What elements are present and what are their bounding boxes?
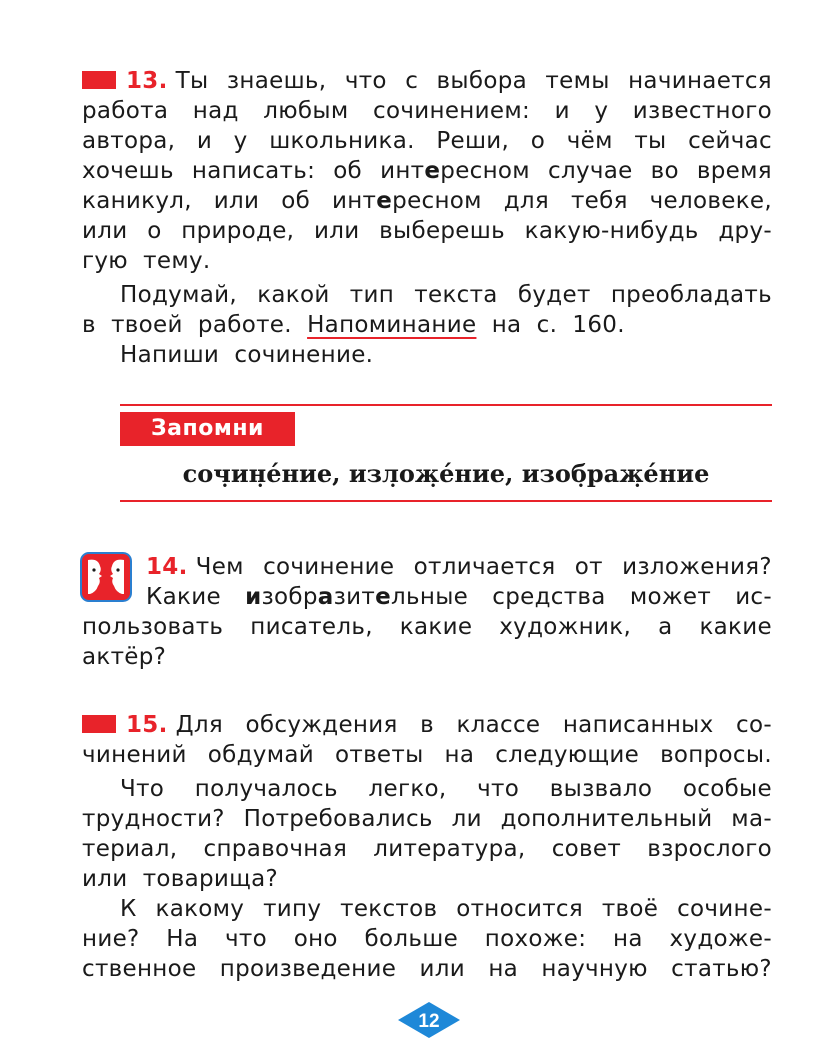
word-interesnom: интересном [380, 158, 530, 184]
task15-number: 15. [126, 712, 168, 738]
task15-p3-line-2: ние? На что оно больше похоже: на художе- [82, 926, 772, 952]
task13-para2-line-2: в твоей работе. Напоминание на с. 160. [82, 312, 625, 338]
task15-p3-line-1: К какому типу текстов относится твоё сочине- [120, 896, 772, 922]
task15-p2-line-3: териал, справочная литература, совет взрослого [82, 836, 772, 862]
remember-top-rule [120, 404, 772, 406]
task13-line-2: работа над любым сочинением: и у известного [82, 98, 772, 124]
task13-line-7: гую тему. [82, 248, 211, 274]
word-izobrazitelnye: изобразительные [245, 584, 469, 610]
remember-badge: Запомни [120, 412, 295, 446]
task15-line-1: 15. Для обсуждения в классе написанных со- [82, 710, 772, 740]
task-marker-icon [82, 71, 116, 89]
task13-number: 13. [126, 68, 168, 94]
task14-line-2: Какие изобразительные средства может ис- [146, 584, 772, 610]
remember-words: соч̣ин̣е́ние, изл̣ож̣е́ние, изоб̣раж̣е́ние [182, 459, 710, 488]
task14-line-1: 14. Чем сочинение отличается от изложения? [146, 554, 772, 580]
page-number-badge [396, 1000, 462, 1044]
task13-line-1: 13. Ты знаешь, что с выбора темы начинается [82, 66, 772, 96]
page-number: 12 [418, 1011, 440, 1032]
task13-line-5: каникул, или об интересном для тебя человеке, [82, 188, 772, 214]
task15-p2-line-4: или товарища? [82, 866, 279, 892]
task15-p3-line-3: ственное произведение или на научную статью? [82, 956, 772, 982]
reminder-link[interactable]: Напоминание [307, 312, 477, 338]
task13-para2-line-1: Подумай, какой тип текста будет преобладать [120, 282, 772, 308]
word-interesnom: интересном [331, 188, 482, 214]
task14-line-4: актёр? [82, 644, 167, 670]
remember-bottom-rule [120, 500, 772, 502]
task13-para3: Напиши сочинение. [120, 342, 374, 368]
task15-p2-line-1: Что получалось легко, что вызвало особые [120, 776, 772, 802]
task13-line-6: или о природе, или выберешь какую-нибудь дру- [82, 218, 772, 244]
two-faces-icon [80, 552, 132, 606]
task-marker-icon [82, 715, 116, 733]
task13-line-3: автора, и у школьника. Реши, о чём ты сейчас [82, 128, 772, 154]
task14-line-3: пользовать писатель, какие художник, а какие [82, 614, 772, 640]
task15-p2-line-2: трудности? Потребовались ли дополнительный ма- [82, 806, 772, 832]
task15-line-2: чинений обдумай ответы на следующие вопросы. [82, 742, 772, 768]
task13-line-4: хочешь написать: об интересном случае во время [82, 158, 772, 184]
task14-number: 14. [146, 554, 188, 580]
